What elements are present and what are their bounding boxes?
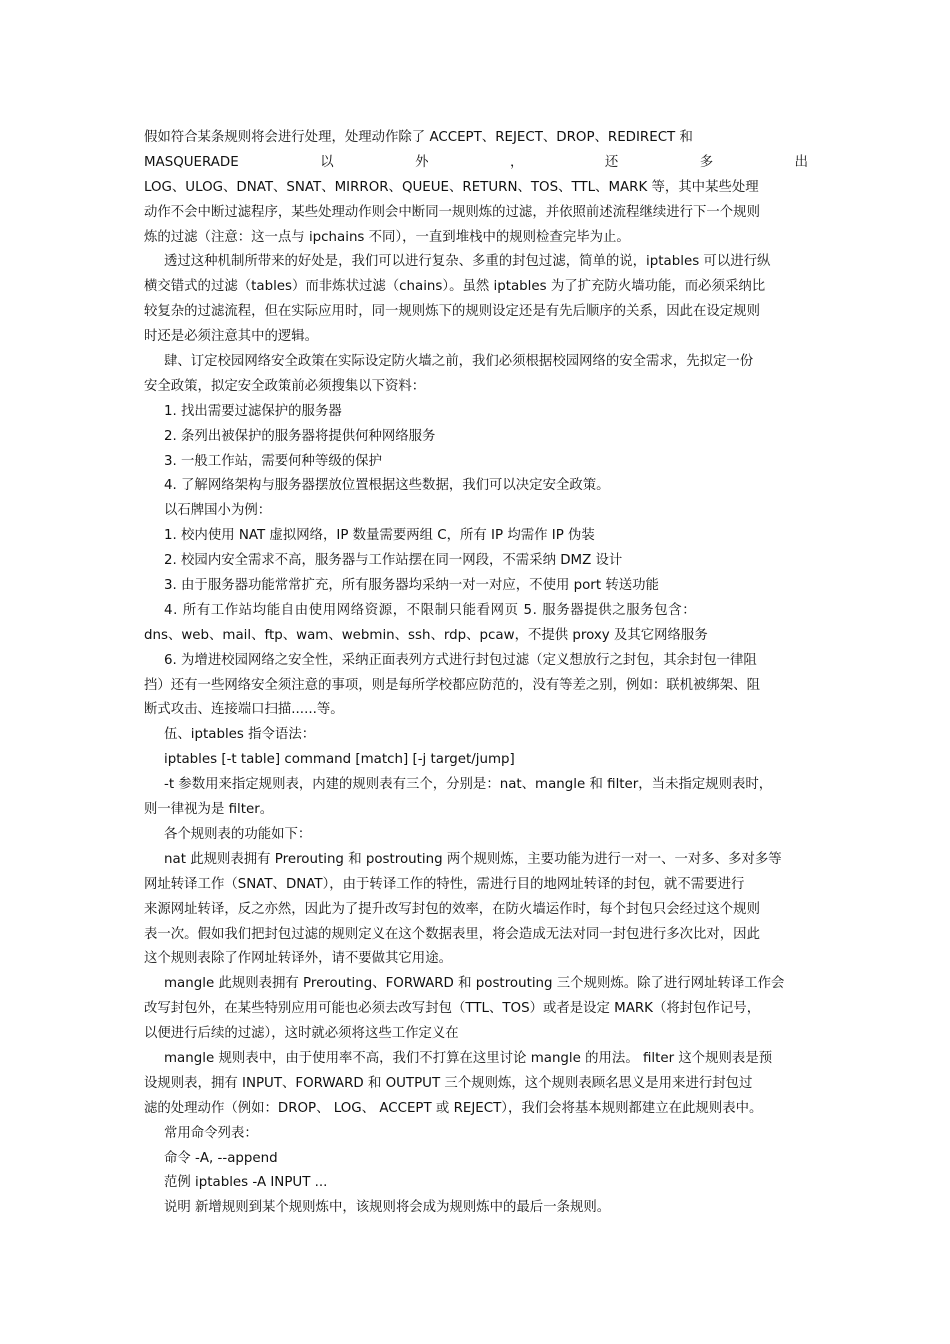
text-line: 时还是必须注意其中的逻辑。 bbox=[144, 329, 319, 345]
text-line: 设规则表，拥有 INPUT、FORWARD 和 OUTPUT 三个规则炼，这个规则表顾名思义是用来进行封包过 bbox=[144, 1075, 753, 1091]
text-line: nat 此规则表拥有 Prerouting 和 postrouting 两个规则炼，主要功能为进行一对一、一对多、多对多等 bbox=[164, 851, 782, 867]
text-line: LOG、ULOG、DNAT、SNAT、MIRROR、QUEUE、RETURN、TOS、TTL、MARK 等，其中某些处理 bbox=[144, 179, 759, 195]
text-line: 伍、iptables 指令语法： bbox=[164, 727, 316, 743]
text-fragment: MASQUERADE bbox=[144, 154, 239, 170]
text-line: 肆、订定校园网络安全政策在实际设定防火墙之前，我们必须根据校园网络的安全需求，先拟定一份 bbox=[164, 354, 754, 370]
text-line: 较复杂的过滤流程，但在实际应用时，同一规则炼下的规则设定还是有先后顺序的关系，因此在设定规则 bbox=[144, 304, 760, 320]
text-line: 透过这种机制所带来的好处是，我们可以进行复杂、多重的封包过滤，简单的说，iptables 可以进行纵 bbox=[164, 254, 771, 270]
text-line: mangle 此规则表拥有 Prerouting、FORWARD 和 postrouting 三个规则炼。除了进行网址转译工作会 bbox=[164, 976, 785, 992]
text-fragment: 外 bbox=[415, 154, 429, 170]
text-line: 各个规则表的功能如下： bbox=[164, 826, 312, 842]
text-line: 1. 校内使用 NAT 虚拟网络，IP 数量需要两组 C，所有 IP 均需作 IP 伪装 bbox=[164, 528, 595, 544]
text-line: 来源网址转译，反之亦然，因此为了提升改写封包的效率，在防火墙运作时，每个封包只会经过这个规则 bbox=[144, 901, 760, 917]
text-line: 安全政策，拟定安全政策前必须搜集以下资料： bbox=[144, 378, 426, 394]
text-line: mangle 规则表中，由于使用率不高，我们不打算在这里讨论 mangle 的用法。 filter 这个规则表是预 bbox=[164, 1050, 773, 1066]
text-line: 4. 了解网络架构与服务器摆放位置根据这些数据，我们可以决定安全政策。 bbox=[164, 478, 610, 494]
text-fragment: 还 bbox=[604, 154, 619, 170]
text-fragment: 以 bbox=[320, 154, 334, 170]
document-body bbox=[144, 126, 808, 1221]
text-line bbox=[144, 151, 808, 176]
text-line: 挡）还有一些网络安全须注意的事项，则是每所学校都应防范的，没有等差之别，例如：联机被绑架、阻 bbox=[144, 677, 760, 693]
text-line: 横交错式的过滤（tables）而非炼状过滤（chains）。虽然 iptables 为了扩充防火墙功能，而必须采纳比 bbox=[144, 279, 766, 295]
text-line: 6. 为增进校园网络之安全性，采纳正面表列方式进行封包过滤（定义想放行之封包，其余封包一律阻 bbox=[164, 652, 757, 668]
text-line: 2. 校园内安全需求不高，服务器与工作站摆在同一网段，不需采纳 DMZ 设计 bbox=[164, 553, 623, 569]
text-line: 改写封包外，在某些特别应用可能也必须去改写封包（TTL、TOS）或者是设定 MARK（将封包作记号， bbox=[144, 1001, 761, 1017]
text-line: 3. 由于服务器功能常常扩充，所有服务器均采纳一对一对应，不使用 port 转送功能 bbox=[164, 578, 659, 594]
text-line: -t 参数用来指定规则表，内建的规则表有三个，分别是：nat、mangle 和 filter，当未指定规则表时， bbox=[164, 777, 773, 793]
text-line: dns、web、mail、ftp、wam、webmin、ssh、rdp、pcaw，不提供 proxy 及其它网络服务 bbox=[144, 627, 708, 643]
text-line: 以便进行后续的过滤），这时就必须将这些工作定义在 bbox=[144, 1026, 459, 1042]
text-line: 表一次。假如我们把封包过滤的规则定义在这个数据表里，将会造成无法对同一封包进行多次比对，因此 bbox=[144, 926, 760, 942]
text-fragment: 多 bbox=[699, 154, 714, 170]
text-line: 滤的处理动作（例如：DROP、 LOG、 ACCEPT 或 REJECT），我们会将基本规则都建立在此规则表中。 bbox=[144, 1100, 763, 1116]
text-line: 网址转译工作（SNAT、DNAT），由于转译工作的特性，需进行目的地网址转译的封包，就不需要进行 bbox=[144, 876, 745, 892]
text-fragment: ， bbox=[509, 154, 524, 170]
text-line: 4. 所有工作站均能自由使用网络资源，不限制只能看网页 5. 服务器提供之服务包含： bbox=[164, 602, 697, 618]
text-line: 1. 找出需要过滤保护的服务器 bbox=[164, 403, 342, 419]
text-line: iptables [-t table] command [match] [-j target/jump] bbox=[164, 752, 515, 768]
text-fragment: 出 bbox=[794, 154, 808, 170]
text-line: 假如符合某条规则将会进行处理，处理动作除了 ACCEPT、REJECT、DROP、REDIRECT 和 bbox=[144, 130, 693, 145]
text-line: 断式攻击、连接端口扫描......等。 bbox=[144, 702, 344, 718]
text-line: 这个规则表除了作网址转译外，请不要做其它用途。 bbox=[144, 951, 452, 967]
text-line: 动作不会中断过滤程序，某些处理动作则会中断同一规则炼的过滤，并依照前述流程继续进行下一个规则 bbox=[144, 204, 760, 220]
text-line: 命令 -A, --append bbox=[164, 1150, 278, 1166]
text-line: 3. 一般工作站，需要何种等级的保护 bbox=[164, 453, 382, 469]
text-line: 常用命令列表： bbox=[164, 1125, 258, 1141]
text-line: 则一律视为是 filter。 bbox=[144, 802, 274, 818]
text-line: 2. 条列出被保护的服务器将提供何种网络服务 bbox=[164, 428, 436, 444]
text-line: 范例 iptables -A INPUT ... bbox=[164, 1175, 328, 1191]
text-line: 以石牌国小为例： bbox=[164, 503, 272, 519]
text-line: 炼的过滤（注意：这一点与 ipchains 不同），一直到堆栈中的规则检查完毕为止。 bbox=[144, 229, 630, 245]
text-line: 说明 新增规则到某个规则炼中，该规则将会成为规则炼中的最后一条规则。 bbox=[164, 1200, 611, 1216]
